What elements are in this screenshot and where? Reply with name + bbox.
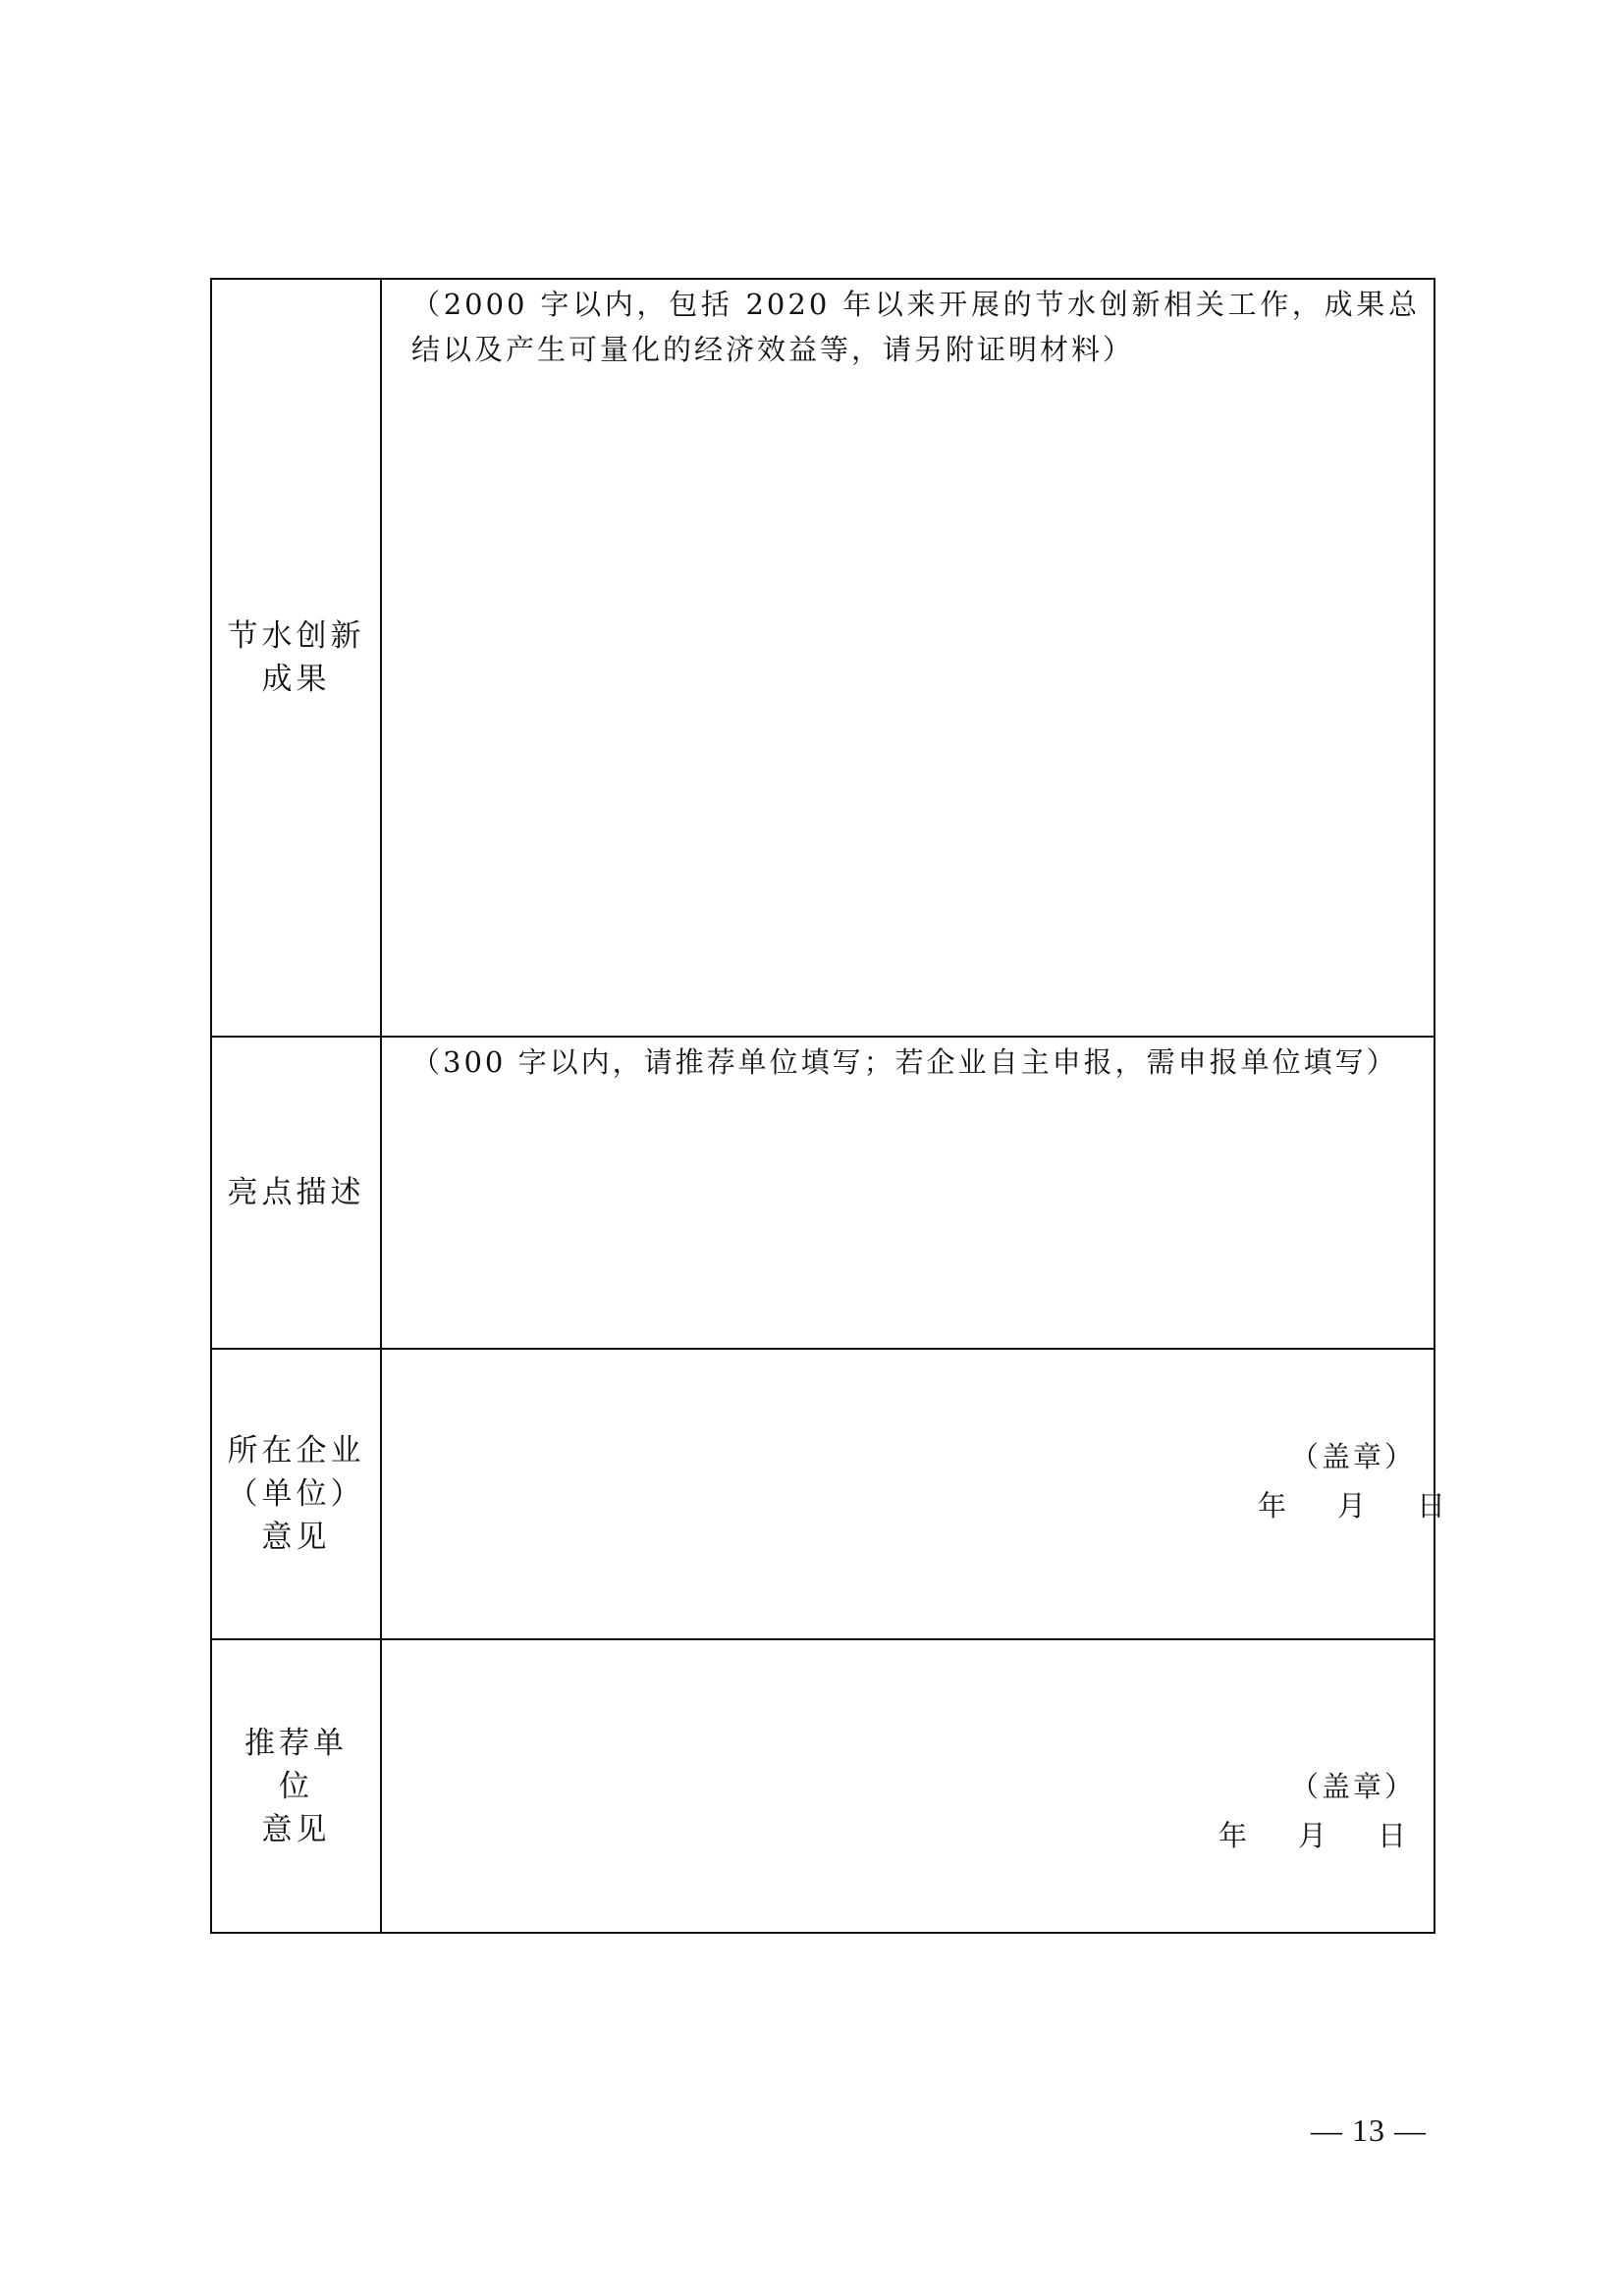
row-label-line: 成果: [261, 662, 331, 697]
page-number: — 13 —: [1311, 2112, 1427, 2148]
form-row-highlights: [211, 1037, 1435, 1349]
date-year: 年: [1258, 1489, 1287, 1522]
form-row-innovation-results: [211, 279, 1435, 1037]
date-line: [1218, 1814, 1406, 1854]
field-instruction: （300 字以内，请推荐单位填写；若企业自主申报，需申报单位填写）: [411, 1045, 1398, 1079]
seal-label: （盖章）: [1290, 1770, 1417, 1803]
innovation-results-field[interactable]: [381, 279, 1435, 1037]
date-month: 月: [1298, 1819, 1327, 1852]
row-label: [211, 1639, 381, 1933]
seal-label: （盖章）: [1290, 1440, 1417, 1473]
field-instruction: （2000 字以内，包括 2020 年以来开展的节水创新相关工作，成果总结以及产生可量化的经济效益等，请另附证明材料）: [411, 288, 1420, 366]
row-label-line: （单位）: [227, 1476, 365, 1512]
date-day: 日: [1378, 1819, 1407, 1852]
date-month: 月: [1337, 1489, 1367, 1522]
form-row-enterprise-opinion: [211, 1349, 1435, 1639]
date-line: [1258, 1484, 1445, 1524]
application-form-table: [210, 278, 1446, 1934]
row-label-line: 所在企业: [227, 1433, 365, 1468]
date-year: 年: [1218, 1819, 1248, 1852]
highlights-field[interactable]: [381, 1037, 1435, 1349]
row-label-line: 意见: [261, 1520, 331, 1555]
date-day: 日: [1417, 1489, 1446, 1522]
row-label-line: 节水创新: [227, 618, 365, 654]
row-label-line: 推荐单: [244, 1725, 348, 1761]
enterprise-opinion-field[interactable]: [381, 1349, 1446, 1639]
row-label: [211, 1037, 381, 1349]
form-row-recommender-opinion: [211, 1639, 1435, 1933]
row-label: [211, 1349, 381, 1639]
row-label: [211, 279, 381, 1037]
row-label-line: 意见: [261, 1811, 331, 1847]
row-label-line: 位: [279, 1768, 313, 1804]
row-label-line: 亮点描述: [227, 1175, 365, 1210]
recommender-opinion-field[interactable]: [381, 1639, 1435, 1933]
